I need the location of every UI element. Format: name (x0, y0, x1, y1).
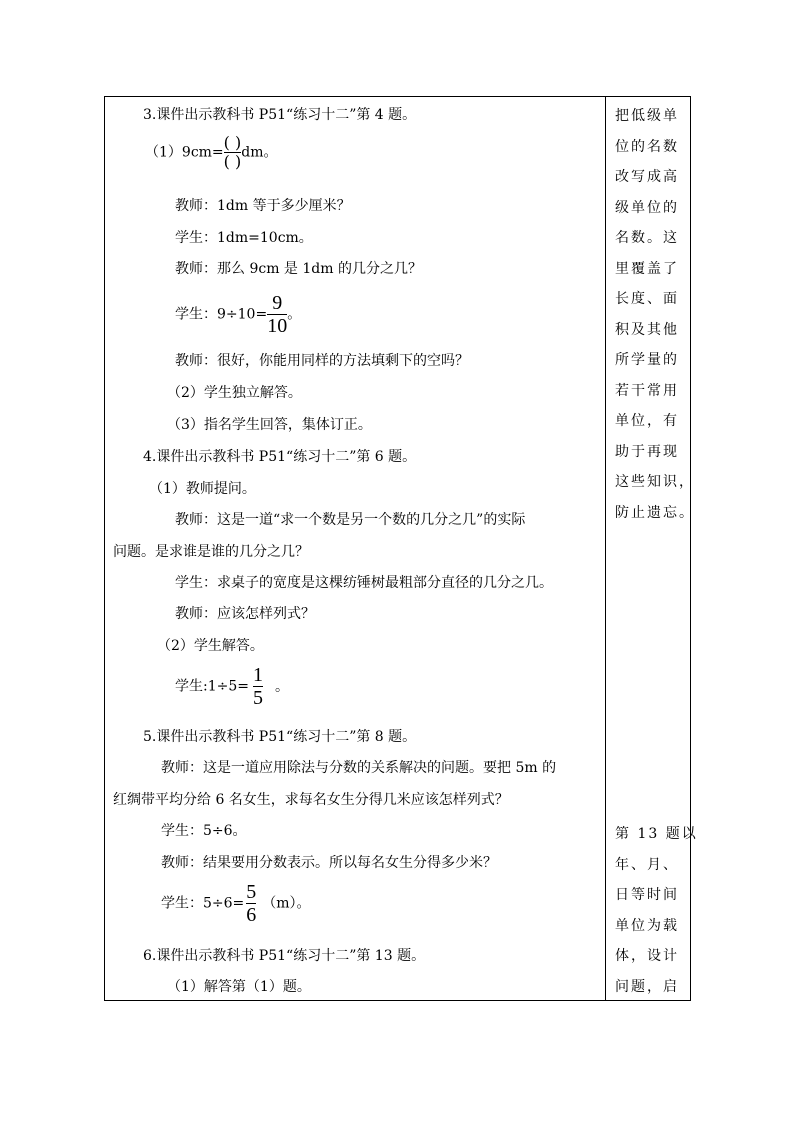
student-answer-line (161, 882, 311, 932)
teacher-line: 教师：这是一道“求一个数是另一个数的几分之几”的实际 (175, 512, 526, 528)
step-line: （2）学生解答。 (157, 638, 264, 654)
student-line: 学生：求桌子的宽度是这棵纺锤树最粗部分直径的几分之几。 (175, 575, 553, 591)
side-note-line: 防止遗忘。 (615, 504, 695, 521)
section-3-title: 3.课件出示教科书 P51“练习十二”第 4 题。 (143, 107, 417, 123)
side-note-line: 所学量的 (615, 352, 679, 368)
section-6-title: 6.课件出示教科书 P51“练习十二”第 13 题。 (143, 948, 426, 964)
section-5-title: 5.课件出示教科书 P51“练习十二”第 8 题。 (143, 729, 417, 745)
step-line: （1）教师提问。 (149, 481, 256, 497)
side-note-line: 长度、面 (615, 291, 679, 307)
side-note-line: 年、月、 (615, 856, 679, 873)
side-note-line: 积及其他 (615, 321, 679, 338)
step-line: （1）解答第（1）题。 (167, 979, 311, 995)
side-note-line: 里覆盖了 (615, 260, 679, 277)
blank-fraction (224, 135, 242, 170)
answer-prefix: 学生：9÷10= (175, 306, 268, 323)
teacher-line: 教师：那么 9cm 是 1dm 的几分之几？ (175, 261, 422, 277)
side-note-line: 这些知识， (615, 474, 695, 490)
side-note-line: 问题，启 (615, 978, 679, 995)
student-line: 学生：5÷6。 (161, 823, 247, 839)
side-note-line: 单位，有 (615, 413, 679, 429)
teaching-process-cell (105, 97, 606, 1001)
student-line: 学生：1dm=10cm。 (175, 230, 313, 246)
question-1-prefix: （1）9cm= (145, 144, 224, 161)
side-note-line: 级单位的 (615, 199, 679, 216)
side-note-line: 位的名数 (615, 138, 679, 155)
teacher-line-continued: 问题。是求谁是谁的几分之几？ (113, 544, 309, 560)
side-note-line: 改写成高 (615, 169, 679, 185)
design-intent-cell (606, 97, 698, 1001)
step-line: （2）学生独立解答。 (167, 385, 302, 401)
fraction-numerator-blank: ( ) (223, 133, 242, 152)
teacher-line-continued: 红绸带平均分给 6 名女生，求每名女生分得几米应该怎样列式？ (113, 792, 509, 808)
student-answer-line (175, 293, 301, 343)
teacher-line: 教师：这是一道应用除法与分数的关系解决的问题。要把 5m 的 (161, 760, 557, 776)
section-3-question-1 (145, 135, 278, 185)
step-line: （3）指名学生回答，集体订正。 (167, 417, 372, 433)
teacher-line: 教师：1dm 等于多少厘米？ (175, 198, 351, 214)
side-note-line: 第 13 题以 (615, 826, 698, 842)
fraction-denominator-blank: ( ) (223, 152, 242, 171)
side-note-line: 日等时间 (615, 887, 679, 903)
answer-suffix: 。 (275, 678, 289, 695)
side-note-line: 体，设计 (615, 948, 679, 964)
teacher-line: 教师：很好，你能用同样的方法填剩下的空吗？ (175, 353, 469, 369)
side-note-line: 若干常用 (615, 382, 679, 399)
answer-fraction (267, 293, 287, 336)
answer-suffix: 。 (287, 306, 302, 323)
answer-prefix: 学生：5÷6= (161, 895, 245, 912)
lesson-table (104, 96, 698, 1001)
answer-suffix: （m）。 (262, 895, 311, 912)
answer-fraction (246, 882, 256, 925)
answer-prefix: 学生:1÷5= (175, 678, 249, 695)
fraction-numerator: 5 (246, 881, 257, 903)
fraction-denominator: 6 (246, 904, 257, 926)
fraction-numerator: 1 (253, 664, 263, 686)
student-answer-line (175, 665, 289, 715)
side-note-line: 把低级单 (615, 108, 679, 124)
question-1-suffix: dm。 (241, 144, 278, 161)
side-note-line: 助于再现 (615, 443, 679, 460)
fraction-denominator: 5 (253, 687, 263, 709)
answer-fraction (253, 665, 263, 708)
fraction-numerator: 9 (272, 292, 283, 314)
teacher-line: 教师：结果要用分数表示。所以每名女生分得多少米？ (161, 855, 497, 871)
side-note-line: 单位为载 (615, 917, 679, 934)
side-note-line: 名数。这 (615, 230, 679, 246)
fraction-denominator: 10 (267, 315, 288, 337)
teacher-line: 教师：应该怎样列式？ (175, 606, 315, 622)
section-4-title: 4.课件出示教科书 P51“练习十二”第 6 题。 (143, 449, 417, 465)
